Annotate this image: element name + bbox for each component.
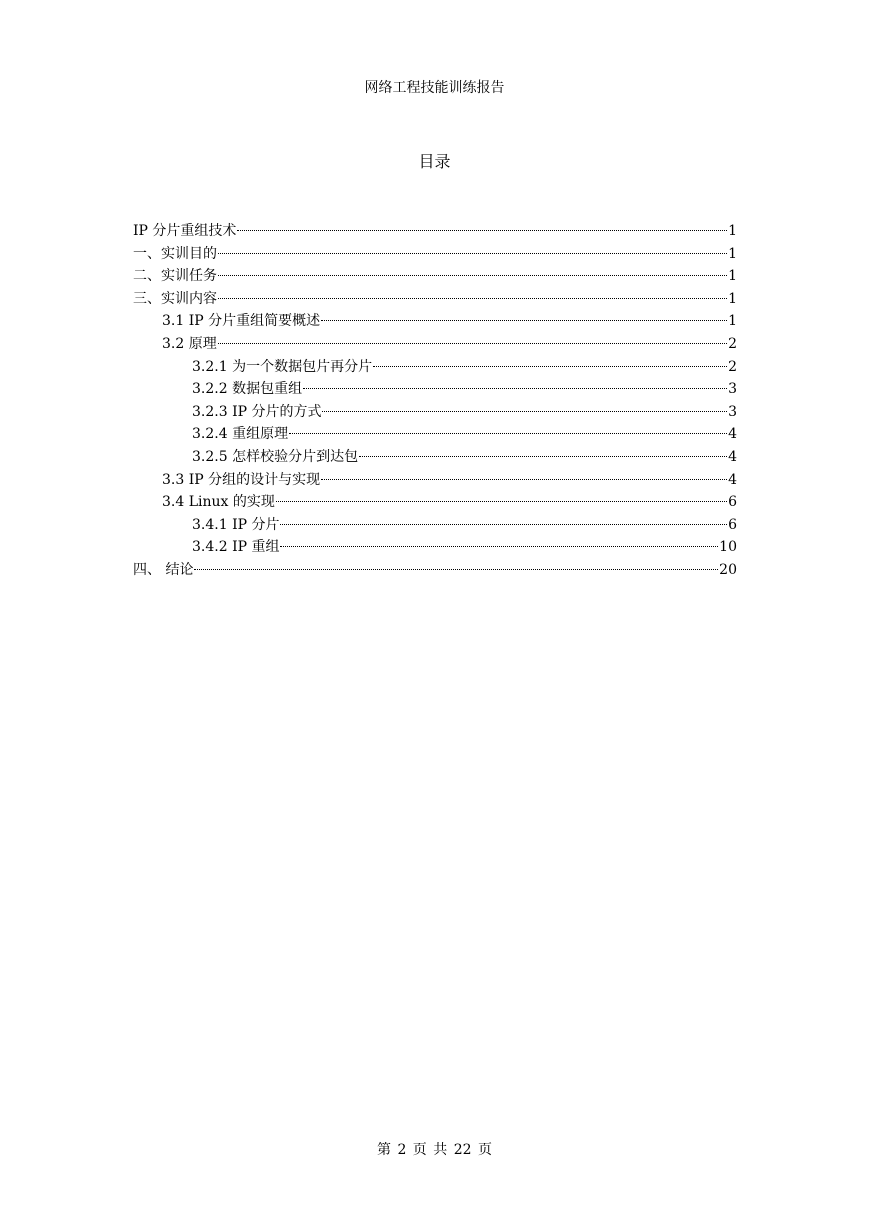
toc-dot-leader [280,524,727,525]
toc-entry-text: IP 分片重组技术 [133,223,237,239]
toc-dot-leader [289,433,727,434]
toc-entry-text: 3.4.2 IP 重组 [192,539,280,556]
toc-entry[interactable] [133,265,737,288]
toc-page-number: 1 [728,313,737,330]
toc-entry-text: 3.2 原理 [162,335,217,352]
toc-entry[interactable] [133,491,737,514]
toc-entry[interactable] [133,220,737,243]
toc-entry-text: 二、实训任务 [133,268,217,285]
toc-page-number: 1 [728,268,737,285]
toc-entry-text: 三、实训内容 [133,290,217,307]
table-of-contents [133,220,737,582]
toc-page-number: 10 [719,539,737,556]
toc-dot-leader [321,320,727,321]
toc-entry-text: 3.2.5 怎样校验分片到达包 [192,448,359,465]
toc-page-number: 4 [728,448,737,465]
toc-dot-leader [322,411,727,412]
toc-entry[interactable] [133,514,737,537]
toc-entry-text: 3.2.4 重组原理 [192,426,289,443]
toc-entry[interactable] [133,243,737,266]
toc-dot-leader [276,501,727,502]
toc-entry[interactable] [133,469,737,492]
toc-page-number: 2 [728,358,737,375]
toc-entry-text: 3.2.2 数据包重组 [192,381,303,398]
toc-dot-leader [280,546,718,547]
toc-dot-leader [218,343,727,344]
toc-entry-text: 3.3 IP 分组的设计与实现 [162,471,321,488]
toc-page-number: 3 [728,381,737,398]
toc-dot-leader [218,298,727,299]
toc-entry-text: 3.1 IP 分片重组简要概述 [162,313,321,330]
toc-dot-leader [194,569,718,570]
toc-page-number: 6 [728,494,737,511]
toc-entry[interactable] [133,423,737,446]
toc-title: 目录 [418,152,451,171]
toc-page-number: 4 [728,426,737,443]
toc-entry[interactable] [133,446,737,469]
toc-entry[interactable] [133,536,737,559]
toc-dot-leader [218,275,727,276]
document-header: 网络工程技能训练报告 [364,80,505,96]
toc-entry[interactable] [133,356,737,379]
toc-entry[interactable] [133,288,737,311]
toc-dot-leader [218,253,727,254]
toc-entry-text: 3.4 Linux 的实现 [162,494,275,511]
toc-page-number: 4 [728,471,737,488]
toc-entry[interactable] [133,559,737,582]
toc-page-number: 3 [728,403,737,420]
toc-dot-leader [321,479,727,480]
toc-page-number: 2 [728,335,737,352]
toc-dot-leader [237,230,727,231]
toc-entry-text: 3.2.1 为一个数据包片再分片 [192,358,373,375]
toc-entry-text: 3.4.1 IP 分片 [192,516,280,533]
toc-entry[interactable] [133,333,737,356]
toc-entry-text: 四、 结论 [133,561,194,578]
toc-dot-leader [373,366,727,367]
toc-entry[interactable] [133,310,737,333]
page-footer: 第 2 页 共 22 页 [377,1142,492,1158]
toc-page-number: 1 [728,290,737,307]
toc-entry-text: 3.2.3 IP 分片的方式 [192,403,322,420]
toc-dot-leader [359,456,727,457]
toc-page-number: 20 [719,561,737,578]
toc-entry[interactable] [133,401,737,424]
toc-dot-leader [303,388,727,389]
toc-entry-text: 一、实训目的 [133,245,217,262]
toc-page-number: 1 [728,223,737,239]
toc-page-number: 6 [728,516,737,533]
toc-page-number: 1 [728,245,737,262]
toc-entry[interactable] [133,378,737,401]
